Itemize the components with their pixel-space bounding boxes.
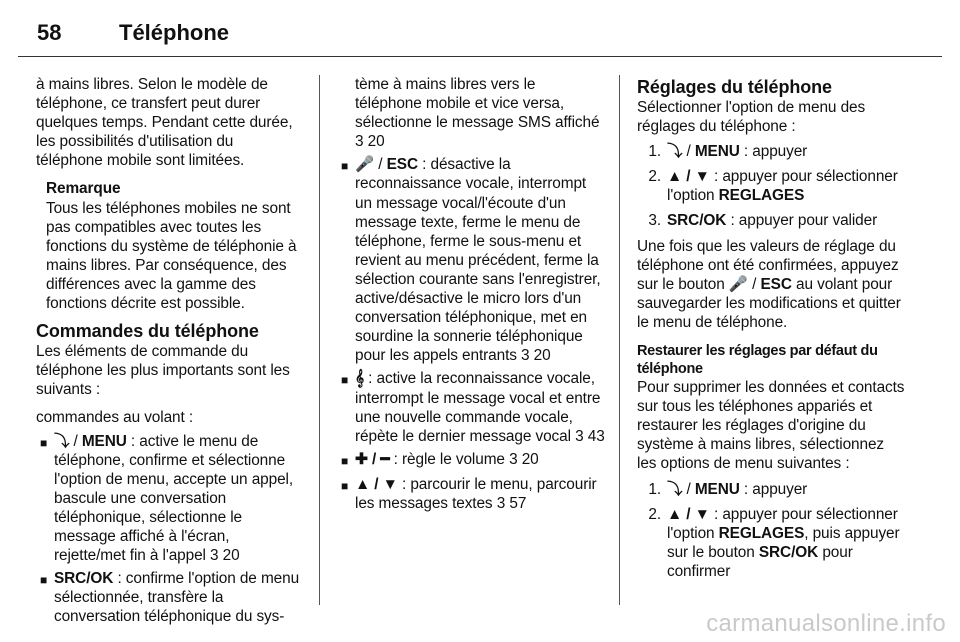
menu-key: MENU	[81, 432, 127, 450]
mute-mic-icon: 🎤	[355, 156, 375, 174]
page-ref: 3 20	[521, 347, 551, 365]
phone-controls-text: Les éléments de commande du téléphone les plus importants sont les suivants :	[36, 343, 290, 399]
menu-key: MENU	[694, 143, 740, 161]
note-block	[36, 179, 304, 313]
list-item: ■ 🎤 / ESC : désactive la reconnaissance vocale, interrompt un message vocal/l'écoute d'un message texte, ferme le menu de téléphone, ferme le sous-menu et revient au menu précédent, ferme la sélection courante sans l'enregistrer, active/désactive le micro lors d'un conversation téléphonique, met en sourdine la sonnerie téléphonique pour les appels entrants 3 20	[337, 155, 605, 365]
column-1	[36, 75, 304, 626]
column-2	[337, 75, 605, 513]
phone-settings-heading: Réglages du téléphone	[637, 77, 832, 97]
page-number: 58	[37, 20, 62, 45]
header-rule	[18, 56, 942, 57]
list-item: ■ ✚ / ━ : règle le volume 3 20	[337, 450, 605, 471]
reglages-key: REGLAGES	[718, 187, 805, 205]
esc-key: ESC	[760, 275, 792, 293]
up-down-arrows-icon: ▲ / ▼	[667, 168, 710, 186]
esc-key: ESC	[386, 156, 418, 174]
menu-arrow-icon: ⤵	[667, 143, 683, 161]
voice-icon: 𝄞	[355, 370, 364, 388]
note-text: Tous les téléphones mobiles ne sont pas compatibles avec toutes les fonctions du système de téléphonie à mains libres. Par conséquence, des différences avec la gamme des fonctions décrite est possible.	[46, 199, 297, 313]
volume-plus-minus-icon: ✚ / ━	[355, 450, 390, 468]
mute-mic-icon: 🎤	[728, 275, 748, 293]
controls-label: commandes au volant :	[36, 409, 194, 427]
bullet-icon: ■	[341, 478, 349, 493]
column-divider	[319, 75, 320, 605]
bullet-icon: ■	[40, 573, 48, 588]
confirm-paragraph: Une fois que les valeurs de réglage du téléphone ont été confirmées, appuyez sur le bouton 🎤 / ESC au volant pour sauvegarder les modifications et quitter le menu de téléphone.	[637, 237, 901, 331]
bullet-icon: ■	[341, 159, 349, 174]
up-down-arrows-icon: ▲ / ▼	[667, 505, 710, 523]
restore-defaults-heading: Restaurer les réglages par défaut du téléphone	[637, 343, 878, 378]
page-ref: 3 20	[509, 450, 539, 468]
watermark: carmanualsonline.info	[706, 610, 946, 637]
up-down-arrows-icon: ▲ / ▼	[355, 475, 398, 493]
menu-key: MENU	[694, 480, 740, 498]
list-item: ■ ⤵ / MENU : active le menu de téléphone, confirme et sélectionne l'option de menu, accepte un appel, bascule une conversation téléphonique, sélectionne le message affiché à l'écran, rejette/met fin à l'appel 3 20	[36, 432, 304, 566]
menu-arrow-icon: ⤵	[54, 432, 70, 450]
list-item: 1. ⤵ / MENU : appuyer	[648, 480, 808, 498]
list-item: 3. SRC/OK : appuyer pour valider	[648, 212, 878, 230]
src-ok-key: SRC/OK	[758, 543, 819, 561]
list-item: 2. ▲ / ▼ : appuyer pour sélectionner l'option REGLAGES	[648, 168, 898, 205]
bullet-icon: ■	[40, 435, 48, 450]
src-ok-key: SRC/OK	[667, 212, 727, 230]
bullet-icon: ■	[341, 453, 349, 468]
intro-paragraph: à mains libres. Selon le modèle de téléphone, ce transfert peut durer quelques temps. Pendant cette durée, les possibilités d'utilisation du téléphone mobile sont limitées.	[36, 76, 293, 170]
list-item: ■ ▲ / ▼ : parcourir le menu, parcourir les messages textes 3 57	[337, 475, 605, 513]
bullet-icon: ■	[341, 373, 349, 388]
page-ref: 3 20	[210, 547, 240, 565]
continued-text: tème à mains libres vers le téléphone mobile et vice versa, sélectionne le message SMS affiché 3 20	[337, 75, 605, 151]
section-title: Téléphone	[119, 20, 230, 45]
column-3	[637, 75, 907, 581]
restore-defaults-text: Pour supprimer les données et contacts sur tous les téléphones appariés et restaurer les réglages d'origine du système à mains libres, sélectionnez les options de menu suivantes :	[637, 379, 905, 473]
list-item: ■ SRC/OK : confirme l'option de menu sélectionnée, transfère la conversation téléphonique du sys-	[36, 569, 304, 626]
phone-settings-text: Sélectionner l'option de menu des réglages du téléphone :	[637, 99, 866, 136]
reglages-key: REGLAGES	[718, 524, 805, 542]
note-title: Remarque	[46, 180, 121, 198]
page-ref: 3 57	[496, 494, 527, 512]
page-ref: 3 43	[575, 427, 605, 445]
list-item: 2. ▲ / ▼ : appuyer pour sélectionner l'option REGLAGES, puis appuyer sur le bouton SRC/OK pour confirmer	[648, 505, 900, 580]
phone-controls-heading: Commandes du téléphone	[36, 321, 259, 342]
page-ref: 3 20	[355, 133, 385, 151]
list-item: ■ 𝄞 : active la reconnaissance vocale, interrompt le message vocal et entre une nouvelle commande vocale, répète le dernier message vocal 3 43	[337, 369, 605, 445]
src-ok-key: SRC/OK	[54, 570, 114, 588]
list-item: 1. ⤵ / MENU : appuyer	[648, 143, 808, 161]
menu-arrow-icon: ⤵	[667, 480, 683, 498]
column-divider	[619, 75, 620, 605]
